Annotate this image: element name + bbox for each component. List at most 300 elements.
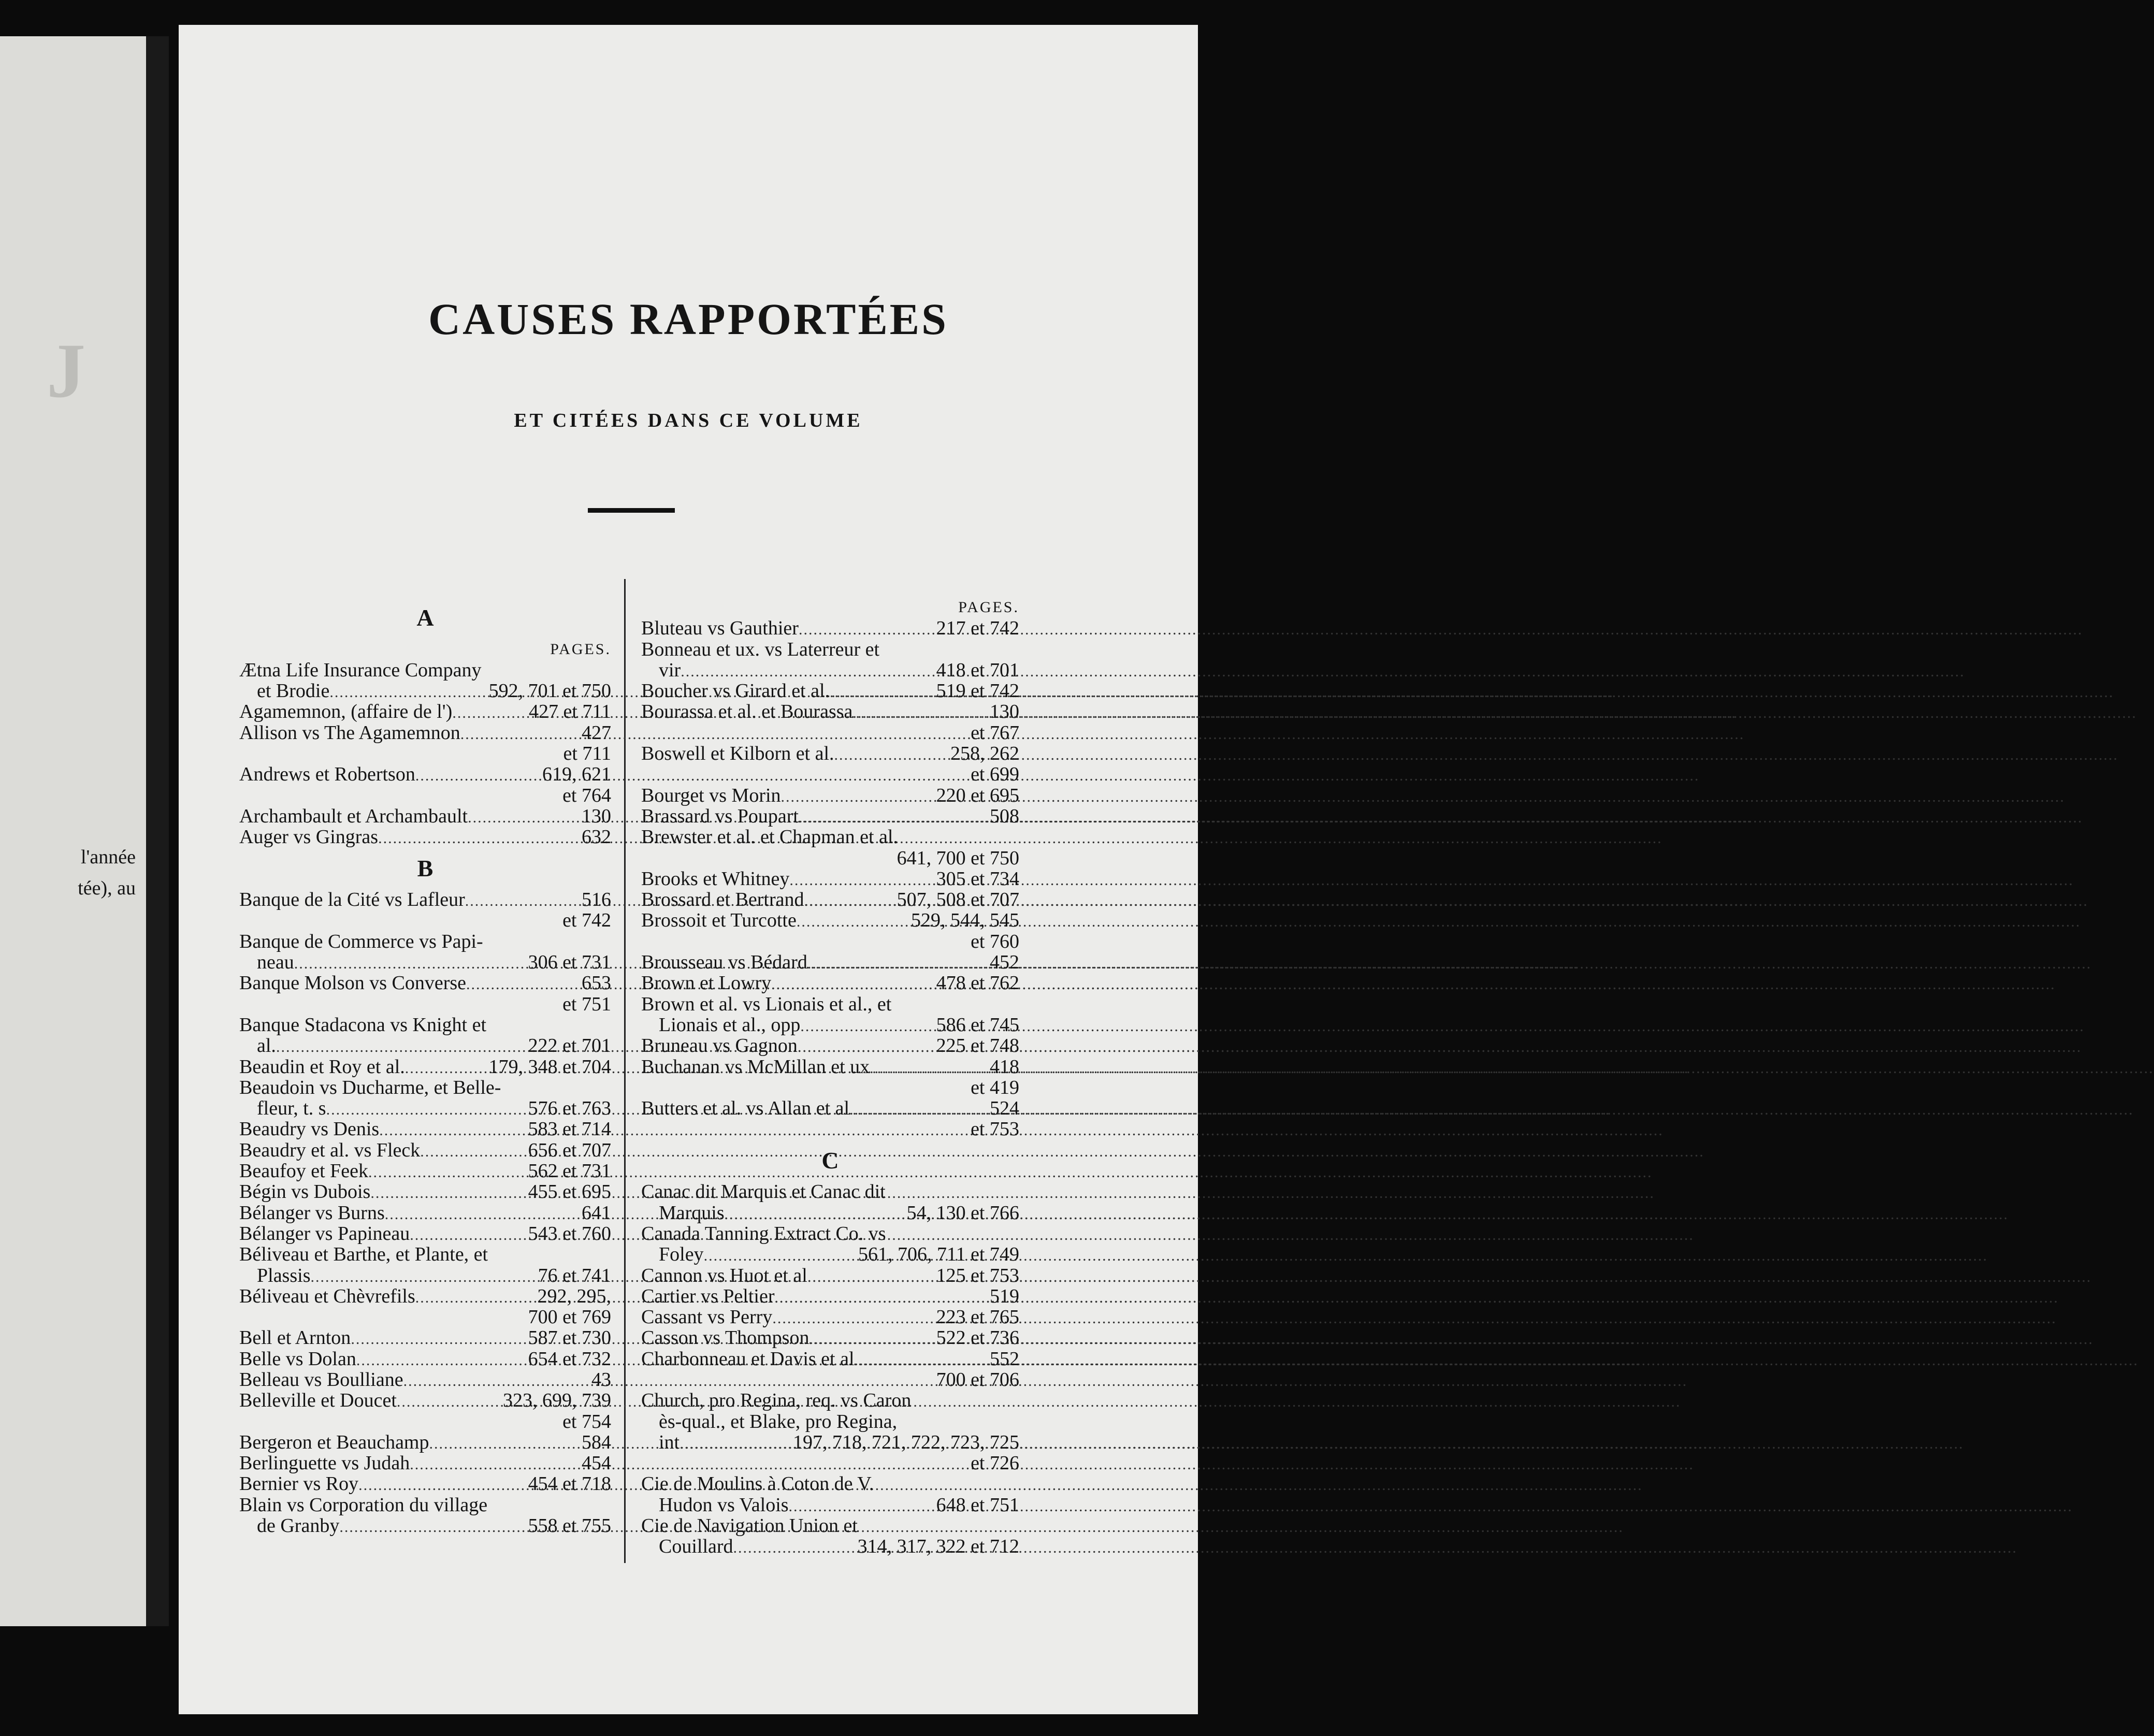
entry-line bbox=[239, 1515, 611, 1536]
page-title: CAUSES RAPPORTÉES bbox=[428, 294, 948, 344]
entry-line bbox=[641, 660, 1019, 681]
pages-heading: PAGES. bbox=[958, 599, 1019, 616]
case-name: Church, pro Regina, req. vs Caron bbox=[641, 1390, 912, 1412]
case-name: vir bbox=[659, 659, 681, 681]
case-name: Cassant vs Perry bbox=[641, 1306, 773, 1328]
entry-line bbox=[641, 1473, 1019, 1494]
page-refs: 641 bbox=[582, 1202, 611, 1224]
entry-line bbox=[641, 1495, 1019, 1515]
entry-line bbox=[239, 952, 611, 973]
entry-line bbox=[641, 952, 1019, 973]
leader-dots bbox=[849, 1100, 987, 1120]
page-refs: et 764 bbox=[562, 784, 611, 806]
page-refs: 522 et 736 bbox=[936, 1327, 1019, 1349]
page-refs: 125 et 753 bbox=[936, 1264, 1019, 1286]
case-name: Canac dit Marquis et Canac dit bbox=[641, 1181, 886, 1203]
case-name: Brassard vs Poupart bbox=[641, 805, 799, 827]
case-name: Boucher vs Girard et al. bbox=[641, 680, 830, 702]
case-name: Agamemnon, (affaire de l') bbox=[239, 701, 453, 723]
entry-line bbox=[239, 1495, 611, 1515]
page-refs: 524 bbox=[990, 1097, 1019, 1120]
index-entry bbox=[239, 1495, 611, 1537]
entry-line bbox=[239, 1244, 611, 1265]
page-refs: 592, 701 et 750 bbox=[488, 680, 611, 702]
index-entry bbox=[239, 1057, 611, 1077]
page-refs: 519 bbox=[990, 1285, 1019, 1307]
page-refs: 452 bbox=[990, 951, 1019, 974]
index-entry bbox=[641, 1181, 1019, 1223]
leader-dots bbox=[834, 745, 947, 765]
entry-line bbox=[239, 1057, 611, 1077]
page-refs: 656 et 707 bbox=[528, 1139, 611, 1161]
index-entry bbox=[239, 931, 611, 973]
page-refs: 220 et 695 bbox=[936, 784, 1019, 806]
leader-dots bbox=[774, 1287, 987, 1308]
case-name: Banque Molson vs Converse bbox=[239, 972, 467, 994]
facing-page-line-2: tée), au bbox=[78, 877, 136, 899]
case-name: Brown et Lowry bbox=[641, 972, 772, 994]
pages-heading: PAGES. bbox=[550, 640, 611, 658]
entry-line bbox=[239, 1411, 611, 1432]
case-name: Beaudoin vs Ducharme, et Belle- bbox=[239, 1076, 501, 1098]
page-refs: 130 bbox=[582, 805, 611, 827]
index-entry bbox=[239, 1223, 611, 1244]
leader-dots bbox=[772, 1308, 933, 1329]
leader-dots bbox=[379, 1120, 525, 1141]
leader-dots bbox=[452, 703, 526, 724]
entry-line bbox=[641, 1369, 1019, 1390]
leader-dots bbox=[385, 1204, 579, 1225]
entry-line bbox=[239, 1223, 611, 1244]
index-entry bbox=[239, 1473, 611, 1494]
index-entry bbox=[641, 1515, 1019, 1557]
case-name: Banque de Commerce vs Papi- bbox=[239, 930, 483, 952]
entry-line bbox=[239, 722, 611, 743]
page-refs: 306 et 731 bbox=[528, 951, 611, 974]
case-name: Butters et al. vs Allan et al bbox=[641, 1097, 850, 1120]
index-entry bbox=[641, 973, 1019, 993]
index-entry bbox=[641, 1057, 1019, 1098]
leader-dots bbox=[356, 1350, 525, 1371]
index-entry bbox=[641, 994, 1019, 1036]
page-refs: et 767 bbox=[971, 721, 1019, 744]
case-name: Bluteau vs Gauthier bbox=[641, 617, 799, 640]
case-name: Beaudry vs Denis bbox=[239, 1118, 380, 1140]
case-name: Couillard bbox=[659, 1536, 733, 1558]
entry-line bbox=[641, 806, 1019, 827]
case-name: Canada Tanning Extract Co. vs bbox=[641, 1222, 886, 1245]
entry-line bbox=[239, 1119, 611, 1139]
page-refs: et 760 bbox=[971, 930, 1019, 952]
case-name: de Granby bbox=[257, 1515, 340, 1537]
page-refs: 418 bbox=[990, 1055, 1019, 1078]
leader-dots bbox=[420, 1141, 525, 1162]
entry-line bbox=[239, 1349, 611, 1369]
leader-dots bbox=[310, 1267, 534, 1287]
entry-line bbox=[641, 1286, 1019, 1307]
entry-line bbox=[641, 743, 1019, 764]
page-refs: et 751 bbox=[562, 993, 611, 1015]
entry-line bbox=[239, 910, 611, 931]
entry-line bbox=[641, 1411, 1019, 1432]
leader-dots bbox=[468, 807, 579, 828]
leader-dots bbox=[415, 1287, 534, 1308]
page-refs: 632 bbox=[582, 826, 611, 848]
leader-dots bbox=[870, 1058, 987, 1079]
page-refs: 478 et 762 bbox=[936, 972, 1019, 994]
entry-line bbox=[239, 1390, 611, 1411]
leader-dots bbox=[799, 807, 987, 828]
index-entry bbox=[641, 1473, 1019, 1515]
entry-line bbox=[239, 1473, 611, 1494]
index-entry bbox=[641, 681, 1019, 701]
index-entry bbox=[239, 1161, 611, 1181]
page-refs: 558 et 755 bbox=[528, 1515, 611, 1537]
entry-line bbox=[641, 764, 1019, 785]
page-refs: 179, 348 et 704 bbox=[488, 1055, 611, 1078]
case-name: Casson vs Thompson bbox=[641, 1327, 809, 1349]
entry-line bbox=[641, 869, 1019, 889]
index-entry bbox=[239, 1181, 611, 1202]
leader-dots bbox=[830, 682, 933, 703]
case-name: Brossoit et Turcotte bbox=[641, 909, 797, 932]
page-refs: 427 et 711 bbox=[528, 701, 611, 723]
index-entry bbox=[641, 952, 1019, 973]
leader-dots bbox=[771, 974, 933, 995]
leader-dots bbox=[466, 974, 579, 995]
leader-dots bbox=[460, 724, 579, 745]
entry-line bbox=[239, 1432, 611, 1453]
leader-dots bbox=[370, 1183, 525, 1204]
case-name: Charbonneau et Davis et al bbox=[641, 1348, 855, 1370]
case-name: Lionais et al., opp bbox=[659, 1014, 801, 1036]
page-refs: 516 bbox=[582, 889, 611, 911]
entry-line bbox=[641, 910, 1019, 931]
entry-line bbox=[239, 1098, 611, 1119]
case-name: Brewster et al. et Chapman et al. bbox=[641, 826, 898, 848]
leader-dots bbox=[733, 1538, 855, 1558]
leader-dots bbox=[680, 1434, 790, 1454]
index-entry bbox=[239, 889, 611, 931]
page-refs: 700 et 769 bbox=[528, 1306, 611, 1328]
case-name: Blain vs Corporation du village bbox=[239, 1494, 488, 1516]
entry-line bbox=[239, 1265, 611, 1286]
case-name: Brooks et Whitney bbox=[641, 867, 790, 890]
entry-line bbox=[239, 1369, 611, 1390]
index-entry bbox=[239, 1140, 611, 1161]
case-name: fleur, t. s bbox=[257, 1097, 326, 1120]
case-name: Bruneau vs Gagnon bbox=[641, 1035, 798, 1057]
page-refs: 197, 718, 721, 722, 723, 725 bbox=[793, 1431, 1019, 1453]
page-refs: 222 et 701 bbox=[528, 1035, 611, 1057]
index-entry bbox=[641, 1098, 1019, 1140]
case-name: neau bbox=[257, 951, 294, 974]
leader-dots bbox=[789, 1496, 933, 1517]
index-entry bbox=[641, 1390, 1019, 1473]
entry-line bbox=[239, 701, 611, 722]
case-name: Cie de Navigation Union et bbox=[641, 1515, 858, 1537]
case-name: Beaudry et al. vs Fleck bbox=[239, 1139, 421, 1161]
case-name: Bourassa et al. et Bourassa bbox=[641, 701, 853, 723]
leader-dots bbox=[800, 1016, 933, 1037]
page-refs: 654 et 732 bbox=[528, 1348, 611, 1370]
entry-line bbox=[239, 1327, 611, 1348]
page-refs: 576 et 763 bbox=[528, 1097, 611, 1120]
entry-line bbox=[239, 1307, 611, 1327]
entry-line bbox=[641, 931, 1019, 952]
entry-line bbox=[641, 1015, 1019, 1035]
entry-line bbox=[641, 785, 1019, 806]
entry-line bbox=[641, 1307, 1019, 1327]
entry-line bbox=[641, 681, 1019, 701]
index-entry bbox=[641, 1035, 1019, 1056]
case-name: Hudon vs Valois bbox=[659, 1494, 789, 1516]
leader-dots bbox=[855, 1350, 987, 1371]
case-name: Plassis bbox=[257, 1264, 311, 1286]
page-refs: 561, 706, 711 et 749 bbox=[858, 1243, 1019, 1266]
index-entry bbox=[239, 1286, 611, 1328]
case-name: Bélanger vs Burns bbox=[239, 1202, 385, 1224]
section-letter: A bbox=[416, 604, 434, 631]
entry-line bbox=[239, 889, 611, 910]
entry-line bbox=[239, 973, 611, 993]
page-refs: et 711 bbox=[563, 743, 611, 765]
entry-line bbox=[239, 994, 611, 1015]
leader-dots bbox=[725, 1204, 904, 1225]
entry-line bbox=[239, 1035, 611, 1056]
entry-line bbox=[641, 889, 1019, 910]
index-entry bbox=[239, 1390, 611, 1432]
case-name: Banque Stadacona vs Knight et bbox=[239, 1014, 487, 1036]
leader-dots bbox=[804, 891, 893, 912]
page-refs: 583 et 714 bbox=[528, 1118, 611, 1140]
entry-line bbox=[239, 1077, 611, 1098]
page-refs: et 753 bbox=[971, 1118, 1019, 1140]
case-name: Cie de Moulins à Coton de V. bbox=[641, 1473, 874, 1495]
facing-page-bleed-glyph: J bbox=[47, 328, 85, 414]
case-name: Cannon vs Huot et al bbox=[641, 1264, 807, 1286]
index-entry bbox=[641, 743, 1019, 785]
page-refs: 54, 130 et 766 bbox=[906, 1202, 1019, 1224]
case-name: Boswell et Kilborn et al. bbox=[641, 743, 834, 765]
index-entry bbox=[641, 1307, 1019, 1327]
entry-line bbox=[641, 994, 1019, 1015]
page-refs: 217 et 742 bbox=[936, 617, 1019, 640]
page-refs: 619, 621 bbox=[542, 763, 611, 786]
leader-dots bbox=[339, 1517, 525, 1538]
page-refs: 454 bbox=[582, 1452, 611, 1474]
index-entry bbox=[239, 1244, 611, 1286]
page-refs: 43 bbox=[591, 1368, 611, 1391]
entry-line bbox=[641, 1432, 1019, 1453]
case-name: Banque de la Cité vs Lafleur bbox=[239, 889, 465, 911]
case-name: Brossard et Bertrand bbox=[641, 889, 804, 911]
entry-line bbox=[641, 973, 1019, 993]
leader-dots bbox=[378, 828, 579, 849]
entry-line bbox=[641, 1223, 1019, 1244]
page-refs: 223 et 765 bbox=[936, 1306, 1019, 1328]
leader-dots bbox=[797, 912, 908, 932]
entry-line bbox=[641, 1203, 1019, 1223]
index-entry bbox=[239, 1349, 611, 1369]
page-refs: 508 bbox=[990, 805, 1019, 827]
page-refs: 455 et 695 bbox=[528, 1181, 611, 1203]
leader-dots bbox=[807, 953, 987, 974]
entry-line bbox=[641, 1181, 1019, 1202]
case-name: Brousseau vs Bédard bbox=[641, 951, 807, 974]
case-name: ès-qual., et Blake, pro Regina, bbox=[659, 1410, 898, 1433]
page-refs: et 726 bbox=[971, 1452, 1019, 1474]
page-refs: 653 bbox=[582, 972, 611, 994]
leader-dots bbox=[429, 1434, 579, 1454]
case-name: Brown et al. vs Lionais et al., et bbox=[641, 993, 892, 1015]
entry-line bbox=[239, 660, 611, 681]
leader-dots bbox=[704, 1246, 855, 1266]
leader-dots bbox=[681, 661, 933, 682]
page-refs: 258, 262 bbox=[950, 743, 1019, 765]
case-name: al. bbox=[257, 1035, 276, 1057]
case-name: Marquis bbox=[659, 1202, 725, 1224]
index-entry bbox=[239, 660, 611, 702]
index-entry bbox=[641, 869, 1019, 889]
entry-line bbox=[239, 681, 611, 701]
index-entry bbox=[641, 639, 1019, 681]
index-entry bbox=[641, 1286, 1019, 1307]
index-entry bbox=[239, 1432, 611, 1453]
page-refs: et 742 bbox=[562, 909, 611, 932]
case-name: Belle vs Dolan bbox=[239, 1348, 356, 1370]
case-name: Béliveau et Barthe, et Plante, et bbox=[239, 1243, 488, 1266]
case-name: Ætna Life Insurance Company bbox=[239, 659, 482, 681]
index-entry bbox=[239, 1077, 611, 1119]
leader-dots bbox=[852, 703, 987, 724]
leader-dots bbox=[809, 1329, 933, 1350]
leader-dots bbox=[410, 1454, 579, 1475]
index-entry bbox=[239, 764, 611, 806]
index-entry bbox=[239, 973, 611, 1015]
case-name: Bergeron et Beauchamp bbox=[239, 1431, 429, 1453]
case-name: Buchanan vs McMillan et ux bbox=[641, 1055, 870, 1078]
entry-line bbox=[641, 827, 1019, 847]
entry-line bbox=[239, 1161, 611, 1181]
case-name: int bbox=[659, 1431, 680, 1453]
entry-line bbox=[641, 1244, 1019, 1265]
facing-page-text-fragment bbox=[78, 842, 136, 904]
entry-line bbox=[641, 1349, 1019, 1369]
entry-line bbox=[239, 1181, 611, 1202]
leader-dots bbox=[789, 870, 933, 891]
index-entry bbox=[239, 1369, 611, 1390]
index-entry bbox=[641, 701, 1019, 743]
index-entry bbox=[641, 1327, 1019, 1348]
page-refs: 292, 295, bbox=[537, 1285, 611, 1307]
index-entry bbox=[239, 1119, 611, 1139]
leader-dots bbox=[329, 682, 485, 703]
leader-dots bbox=[358, 1475, 525, 1496]
leader-dots bbox=[465, 891, 579, 912]
leader-dots bbox=[405, 1058, 486, 1079]
index-entry bbox=[641, 889, 1019, 910]
page-refs: 562 et 731 bbox=[528, 1160, 611, 1182]
page-refs: 586 et 745 bbox=[936, 1014, 1019, 1036]
page-refs: 454 et 718 bbox=[528, 1473, 611, 1495]
index-entry bbox=[641, 1349, 1019, 1391]
page-refs: 314, 317, 322 et 712 bbox=[857, 1536, 1019, 1558]
case-name: Bélanger vs Papineau bbox=[239, 1222, 410, 1245]
index-entry bbox=[239, 722, 611, 764]
case-name: Beaudin et Roy et al. bbox=[239, 1055, 405, 1078]
book-gutter bbox=[146, 36, 169, 1626]
leader-dots bbox=[368, 1162, 525, 1183]
leader-dots bbox=[397, 1392, 500, 1412]
leader-dots bbox=[781, 787, 933, 807]
page-refs: 427 bbox=[582, 721, 611, 744]
entry-line bbox=[239, 1140, 611, 1161]
section-letter: C bbox=[821, 1147, 839, 1174]
index-entry bbox=[239, 827, 611, 847]
entry-line bbox=[239, 1203, 611, 1223]
entry-line bbox=[641, 1327, 1019, 1348]
entry-line bbox=[641, 1515, 1019, 1536]
entry-line bbox=[239, 764, 611, 785]
index-entry bbox=[641, 785, 1019, 806]
case-name: Bernier vs Roy bbox=[239, 1473, 359, 1495]
entry-line bbox=[239, 743, 611, 764]
page-refs: 587 et 730 bbox=[528, 1327, 611, 1349]
title-rule bbox=[588, 508, 675, 513]
page-refs: 225 et 748 bbox=[936, 1035, 1019, 1057]
leader-dots bbox=[799, 619, 933, 640]
entry-line bbox=[239, 931, 611, 952]
entry-line bbox=[641, 1098, 1019, 1119]
page-refs: 519 et 742 bbox=[936, 680, 1019, 702]
page-refs: 700 et 706 bbox=[936, 1368, 1019, 1391]
case-name: Auger vs Gingras bbox=[239, 826, 379, 848]
entry-line bbox=[641, 1057, 1019, 1077]
leader-dots bbox=[403, 1371, 588, 1392]
entry-line bbox=[641, 1453, 1019, 1473]
entry-line bbox=[239, 1453, 611, 1473]
page-refs: et 699 bbox=[971, 763, 1019, 786]
page-refs: 76 et 741 bbox=[538, 1264, 611, 1286]
case-name: Bell et Arnton bbox=[239, 1327, 351, 1349]
facing-page-line-1: l'année bbox=[80, 846, 136, 868]
entry-line bbox=[239, 806, 611, 827]
entry-line bbox=[641, 1390, 1019, 1411]
case-name: Belleville et Doucet bbox=[239, 1390, 397, 1412]
entry-line bbox=[239, 827, 611, 847]
index-entry bbox=[641, 827, 1019, 869]
page-refs: et 754 bbox=[562, 1410, 611, 1433]
index-entry bbox=[239, 1015, 611, 1057]
index-entry bbox=[641, 806, 1019, 827]
facing-page bbox=[0, 36, 146, 1626]
leader-dots bbox=[351, 1329, 525, 1350]
index-entry bbox=[239, 1453, 611, 1473]
entry-line bbox=[641, 1119, 1019, 1139]
leader-dots bbox=[415, 765, 539, 786]
entry-line bbox=[239, 1015, 611, 1035]
case-name: Allison vs The Agamemnon bbox=[239, 721, 460, 744]
entry-line bbox=[641, 1077, 1019, 1098]
case-name: Beaufoy et Feek bbox=[239, 1160, 369, 1182]
index-column-left bbox=[239, 597, 611, 1536]
entry-line bbox=[641, 848, 1019, 869]
leader-dots bbox=[276, 1037, 525, 1058]
index-entry bbox=[641, 1265, 1019, 1286]
index-entry bbox=[641, 1223, 1019, 1265]
index-entry bbox=[239, 701, 611, 722]
